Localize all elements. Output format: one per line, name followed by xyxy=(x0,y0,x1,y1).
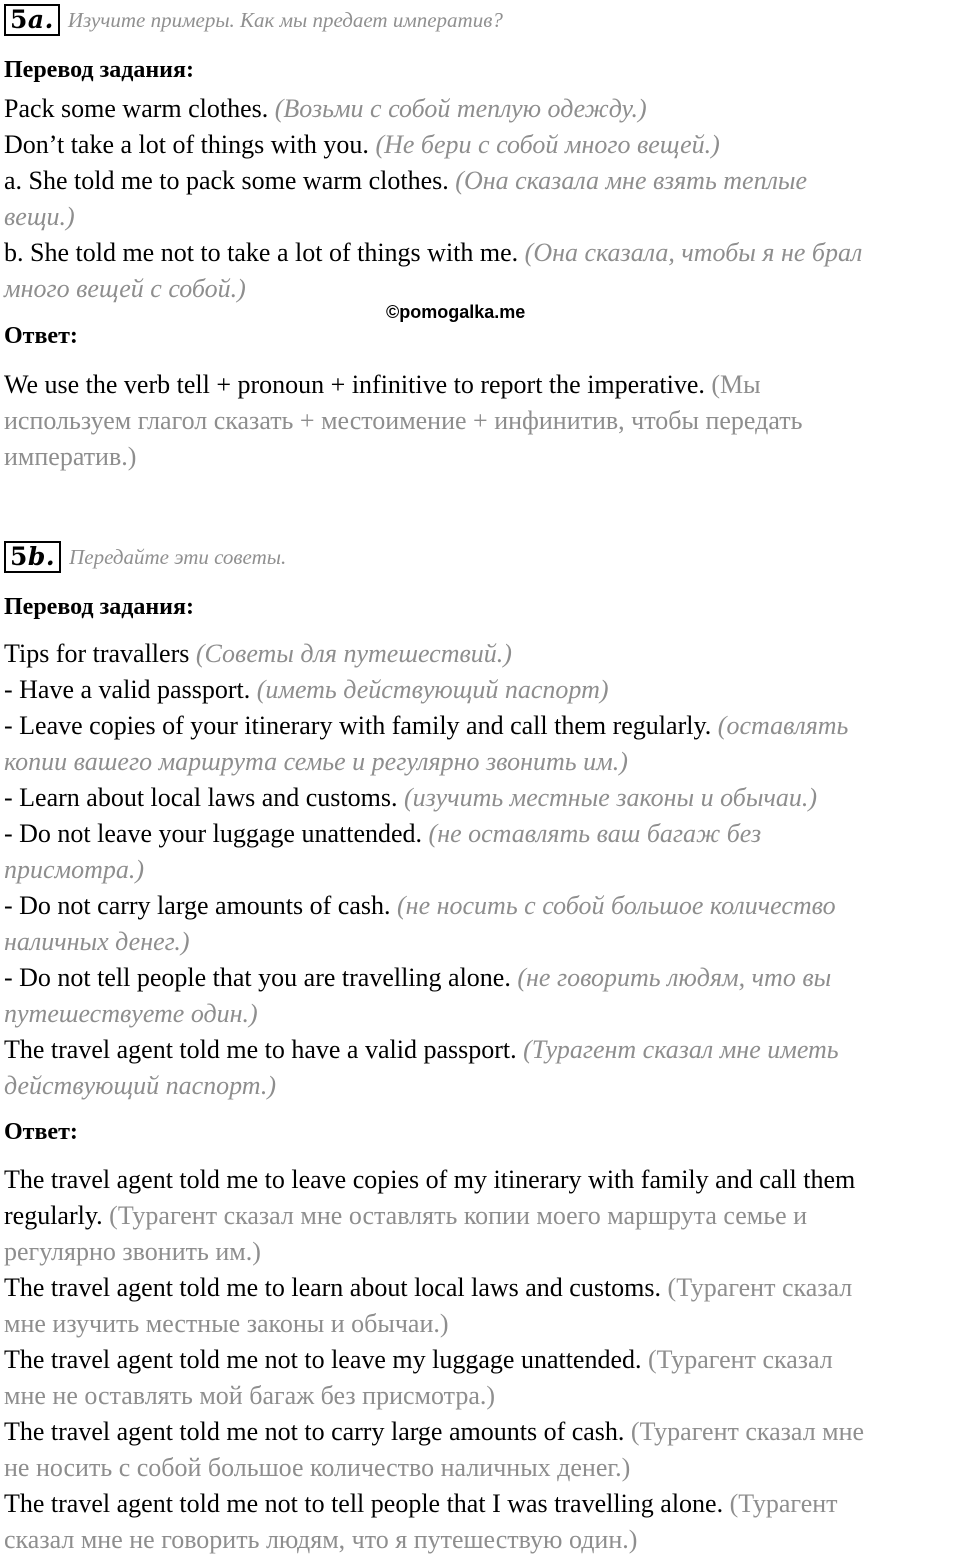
russian-translation: (не говорить людям, что вы xyxy=(517,963,832,992)
exercise-5a-number-suffix: a. xyxy=(27,5,54,34)
text-line xyxy=(4,1162,960,1198)
exercise-5a-answer-heading: Ответ: xyxy=(4,323,78,349)
russian-translation: не носить с собой большое количество наличных денег.) xyxy=(4,1453,631,1482)
exercise-5b-header xyxy=(4,540,286,574)
watermark: ©pomogalka.me xyxy=(386,302,526,322)
text-line xyxy=(4,996,960,1032)
russian-translation: действующий паспорт.) xyxy=(4,1071,277,1100)
exercise-5b-number-suffix: b. xyxy=(27,542,56,571)
text-line xyxy=(4,852,960,888)
text-line xyxy=(4,888,960,924)
text-line xyxy=(4,1414,960,1450)
exercise-5b-translation-heading: Перевод задания: xyxy=(4,594,194,620)
english-text: b. She told me not to take a lot of things with me. xyxy=(4,238,519,267)
russian-translation: (Советы для путешествий.) xyxy=(195,639,512,668)
exercise-5a-instruction: Изучите примеры. Как мы предает императив? xyxy=(67,7,503,32)
russian-translation: присмотра.) xyxy=(4,855,145,884)
russian-translation: (Она сказала мне взять теплые xyxy=(455,166,808,195)
russian-translation: (оставлять xyxy=(717,711,849,740)
text-line xyxy=(4,1486,960,1522)
english-text: The travel agent told me not to carry large amounts of cash. xyxy=(4,1417,625,1446)
russian-translation: путешествуете один.) xyxy=(4,999,258,1028)
english-text: Don’t take a lot of things with you. xyxy=(4,130,369,159)
russian-translation: (Турагент xyxy=(729,1489,838,1518)
text-line xyxy=(4,403,960,439)
exercise-5a-number xyxy=(4,4,60,36)
exercise-5b-translation-block xyxy=(4,636,960,1104)
russian-translation: (Она сказала, чтобы я не брал xyxy=(524,238,863,267)
text-line xyxy=(4,780,960,816)
english-text: - Leave copies of your itinerary with family and call them regularly. xyxy=(4,711,712,740)
russian-translation: много вещей с собой.) xyxy=(4,274,246,303)
russian-translation: (Возьми с собой теплую одежду.) xyxy=(274,94,647,123)
text-line xyxy=(4,235,960,271)
text-line xyxy=(4,91,960,127)
russian-translation: наличных денег.) xyxy=(4,927,190,956)
russian-translation: сказал мне не говорить людям, что я путешествую один.) xyxy=(4,1525,638,1554)
text-line xyxy=(4,1450,960,1486)
english-text: We use the verb tell + pronoun + infinitive to report the imperative. xyxy=(4,370,705,399)
english-text: regularly. xyxy=(4,1201,103,1230)
english-text: - Have a valid passport. xyxy=(4,675,251,704)
text-line xyxy=(4,439,960,475)
english-text: The travel agent told me to leave copies of my itinerary with family and call them xyxy=(4,1165,856,1194)
english-text: The travel agent told me to learn about local laws and customs. xyxy=(4,1273,662,1302)
text-line xyxy=(4,127,960,163)
russian-translation: императив.) xyxy=(4,442,137,471)
text-line xyxy=(4,636,960,672)
russian-translation: вещи.) xyxy=(4,202,75,231)
text-line xyxy=(4,1522,960,1558)
text-line xyxy=(4,816,960,852)
exercise-5b-number xyxy=(4,541,61,573)
russian-translation: копии вашего маршрута семье и регулярно звонить им.) xyxy=(4,747,628,776)
text-line xyxy=(4,1234,960,1270)
text-line xyxy=(4,924,960,960)
exercise-5b-number-main: 5 xyxy=(10,542,28,571)
russian-translation: (Турагент сказал мне xyxy=(630,1417,865,1446)
english-text: The travel agent told me not to leave my luggage unattended. xyxy=(4,1345,642,1374)
exercise-5a-translation-heading: Перевод задания: xyxy=(4,57,194,83)
russian-translation: (изучить местные законы и обычаи.) xyxy=(404,783,818,812)
text-line xyxy=(4,672,960,708)
russian-translation: (не носить с собой большое количество xyxy=(397,891,836,920)
russian-translation: (Мы xyxy=(711,370,761,399)
exercise-5a-answer-block xyxy=(4,367,960,475)
russian-translation: (иметь действующий паспорт) xyxy=(256,675,609,704)
russian-translation: используем глагол сказать + местоимение + инфинитив, чтобы передать xyxy=(4,406,803,435)
russian-translation: (не оставлять ваш багаж без xyxy=(428,819,762,848)
exercise-5a-header xyxy=(4,3,503,37)
exercise-5b-answer-block xyxy=(4,1162,960,1558)
text-line xyxy=(4,199,960,235)
russian-translation: (Турагент сказал мне иметь xyxy=(523,1035,839,1064)
text-line xyxy=(4,1378,960,1414)
text-line xyxy=(4,1032,960,1068)
english-text: - Do not tell people that you are travelling alone. xyxy=(4,963,511,992)
english-text: The travel agent told me to have a valid passport. xyxy=(4,1035,517,1064)
exercise-5b-answer-heading: Ответ: xyxy=(4,1119,78,1145)
russian-translation: (Турагент сказал xyxy=(648,1345,833,1374)
russian-translation: мне изучить местные законы и обычаи.) xyxy=(4,1309,449,1338)
exercise-5a-translation-block xyxy=(4,91,960,307)
english-text: - Do not leave your luggage unattended. xyxy=(4,819,423,848)
exercise-5b-instruction: Передайте эти советы. xyxy=(69,544,287,569)
english-text: - Do not carry large amounts of cash. xyxy=(4,891,391,920)
text-line xyxy=(4,1342,960,1378)
text-line xyxy=(4,1198,960,1234)
russian-translation: (Турагент сказал xyxy=(667,1273,853,1302)
text-line xyxy=(4,1270,960,1306)
english-text: Tips for travallers xyxy=(4,639,190,668)
english-text: - Learn about local laws and customs. xyxy=(4,783,398,812)
text-line xyxy=(4,744,960,780)
exercise-5a-number-main: 5 xyxy=(10,5,28,34)
text-line xyxy=(4,163,960,199)
russian-translation: мне не оставлять мой багаж без присмотра.) xyxy=(4,1381,496,1410)
english-text: Pack some warm clothes. xyxy=(4,94,269,123)
text-line xyxy=(4,960,960,996)
english-text: a. She told me to pack some warm clothes. xyxy=(4,166,449,195)
english-text: The travel agent told me not to tell people that I was travelling alone. xyxy=(4,1489,724,1518)
russian-translation: (Не бери с собой много вещей.) xyxy=(375,130,720,159)
text-line xyxy=(4,367,960,403)
russian-translation: (Турагент сказал мне оставлять копии моего маршрута семье и xyxy=(109,1201,808,1230)
russian-translation: регулярно звонить им.) xyxy=(4,1237,261,1266)
text-line xyxy=(4,1306,960,1342)
text-line xyxy=(4,708,960,744)
text-line xyxy=(4,1068,960,1104)
